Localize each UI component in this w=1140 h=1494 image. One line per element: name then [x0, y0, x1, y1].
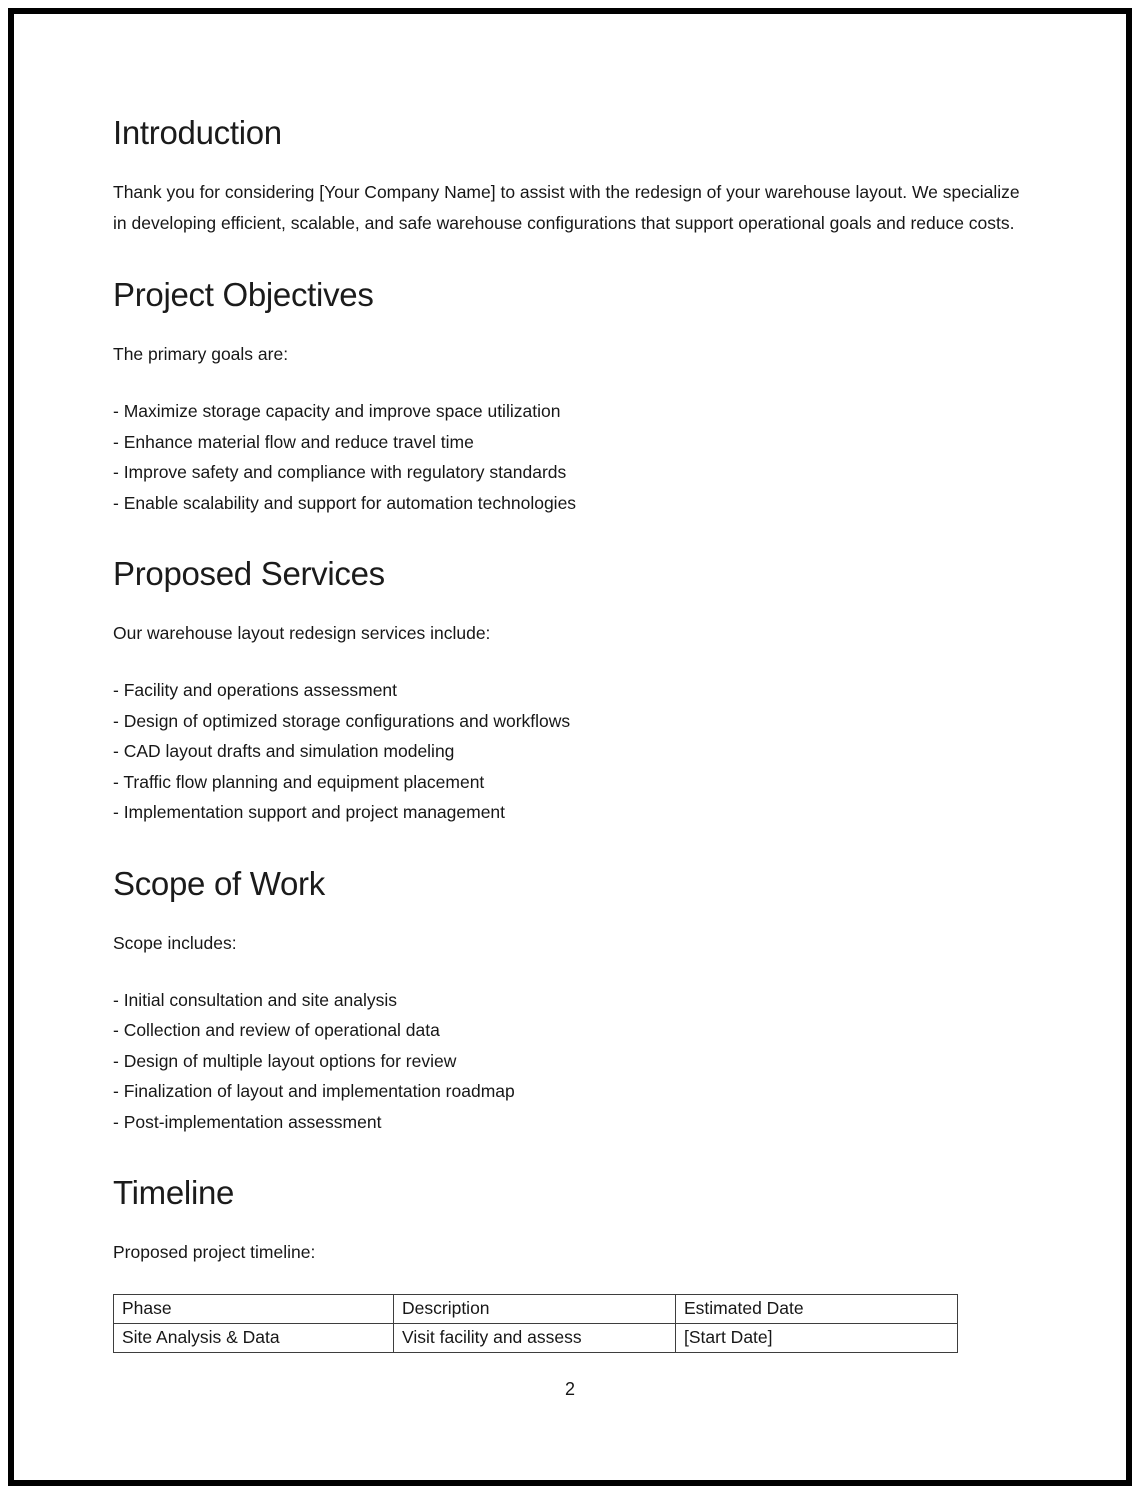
scope-intro: Scope includes:	[113, 932, 237, 953]
timeline-table	[113, 1294, 958, 1353]
services-list-item: - Traffic flow planning and equipment placement	[113, 771, 485, 792]
scope-list-item: - Collection and review of operational data	[113, 1020, 440, 1040]
services-list-item: - CAD layout drafts and simulation modeling	[113, 741, 455, 761]
services-intro: Our warehouse layout redesign services include:	[113, 623, 491, 643]
document-page	[8, 8, 1132, 1486]
objectives-list-item: - Enhance material flow and reduce travel time	[113, 431, 474, 452]
introduction-paragraph: Thank you for considering [Your Company Name] to assist with the redesign of your warehouse layout. We specialize in developing efficient, scalable, and safe warehouse configurations that support operational goals and reduce costs.	[113, 182, 1020, 233]
timeline-intro: Proposed project timeline:	[113, 1242, 316, 1262]
objectives-list-item: - Improve safety and compliance with regulatory standards	[113, 462, 567, 482]
section-heading-introduction: Introduction	[113, 114, 282, 151]
document-content	[14, 14, 1126, 1401]
section-heading-timeline: Timeline	[113, 1174, 235, 1211]
objectives-list	[113, 396, 1027, 518]
scope-list-item: - Initial consultation and site analysis	[113, 989, 398, 1010]
timeline-table-row	[114, 1324, 958, 1353]
objectives-intro: The primary goals are:	[113, 344, 289, 364]
section-heading-services: Proposed Services	[113, 555, 385, 592]
page-number: 2	[564, 1379, 575, 1399]
section-heading-objectives: Project Objectives	[113, 276, 374, 313]
services-list-item: - Facility and operations assessment	[113, 680, 398, 700]
timeline-cell-phase: Site Analysis & Data	[114, 1324, 394, 1353]
services-list-item: - Implementation support and project management	[113, 802, 506, 822]
timeline-table-header-row	[114, 1295, 958, 1324]
objectives-list-item: - Enable scalability and support for automation technologies	[113, 492, 577, 513]
timeline-header-estimated-date: Estimated Date	[676, 1295, 958, 1324]
services-list-item: - Design of optimized storage configurations and workflows	[113, 710, 571, 731]
scope-list	[113, 985, 1027, 1138]
timeline-cell-description: Visit facility and assess	[394, 1324, 676, 1353]
section-heading-scope: Scope of Work	[113, 864, 325, 902]
services-list	[113, 675, 1027, 828]
scope-list-item: - Finalization of layout and implementation roadmap	[113, 1081, 515, 1101]
scope-list-item: - Design of multiple layout options for review	[113, 1050, 457, 1071]
scope-list-item: - Post-implementation assessment	[113, 1111, 382, 1132]
timeline-cell-estimated-date: [Start Date]	[676, 1324, 958, 1353]
objectives-list-item: - Maximize storage capacity and improve space utilization	[113, 401, 561, 421]
timeline-header-description: Description	[394, 1295, 676, 1324]
timeline-header-phase: Phase	[114, 1295, 394, 1324]
